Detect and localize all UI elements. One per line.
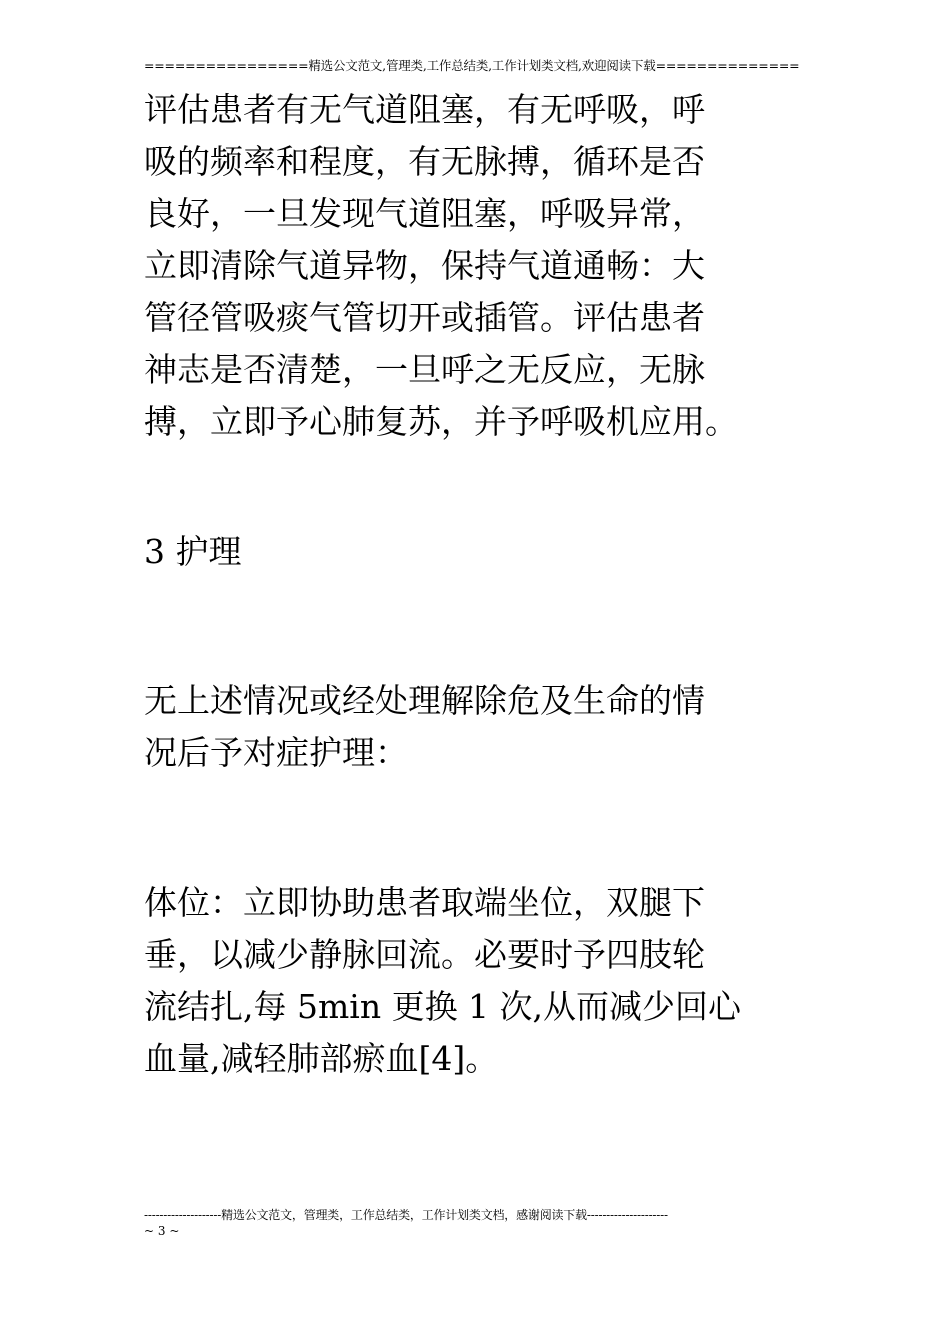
paragraph-body-position: 体位：立即协助患者取端坐位，双腿下 垂，以减少静脉回流。必要时予四肢轮 流结扎,每 5min 更换 1 次,从而减少回心 血量,减轻肺部瘀血[4]。 bbox=[144, 883, 742, 1078]
page-footer-banner: --------------------精选公文范文，管理类，工作总结类，工作计划类文档，感谢阅读下载--------------------- bbox=[144, 1208, 668, 1222]
section-heading-nursing: 3 护理 bbox=[144, 532, 242, 571]
page-number: ~ 3 ~ bbox=[144, 1224, 180, 1238]
page-header-banner: ================精选公文范文,管理类,工作总结类,工作计划类文档,欢迎阅读下载============== bbox=[144, 58, 800, 73]
paragraph-assessment: 评估患者有无气道阻塞，有无呼吸，呼 吸的频率和程度，有无脉搏，循环是否 良好，一旦发现气道阻塞，呼吸异常， 立即清除气道异物，保持气道通畅：大 管径管吸痰气管切开或插管。评估患者 神志是否清楚，一旦呼之无反应，无脉 搏，立即予心肺复苏，并予呼吸机应用。 bbox=[144, 90, 738, 441]
paragraph-symptomatic-care: 无上述情况或经处理解除危及生命的情 况后予对症护理： bbox=[144, 681, 705, 772]
